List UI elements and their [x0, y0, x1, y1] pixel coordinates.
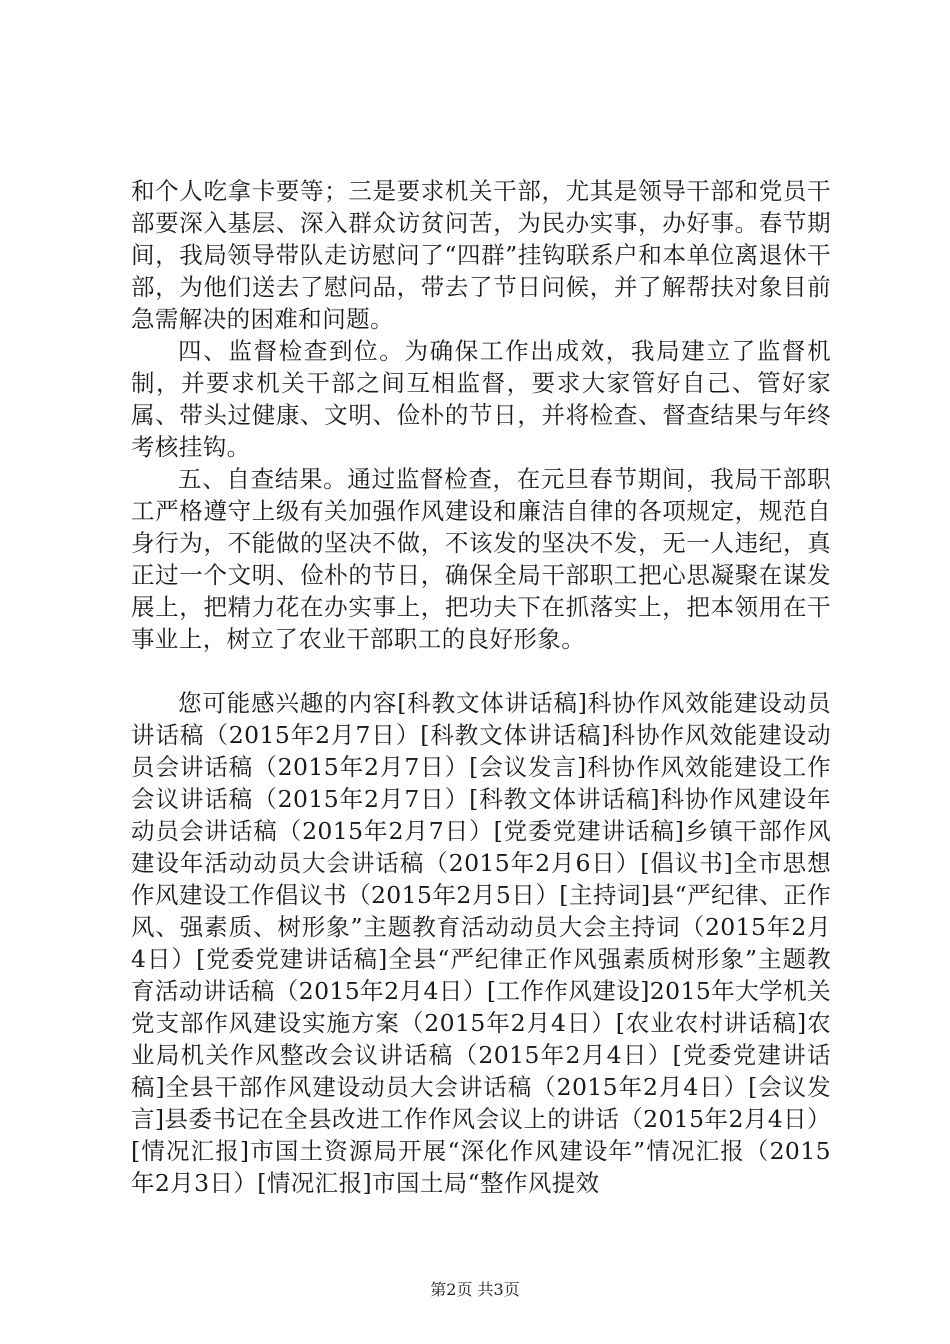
paragraph-supervision: 四、监督检查到位。为确保工作出成效，我局建立了监督机制，并要求机关干部之间互相监督，要求大家管好自己、管好家属、带头过健康、文明、俭朴的节日，并将检查、督查结果与年终考核挂钩。	[131, 337, 831, 461]
page-number-label: 第2页 共3页	[430, 1280, 520, 1299]
paragraph-spacer	[131, 655, 831, 687]
document-body	[131, 175, 831, 1199]
paragraph-continuation: 和个人吃拿卡要等；三是要求机关干部，尤其是领导干部和党员干部要深入基层、深入群众访贫问苦，为民办实事，办好事。春节期间，我局领导带队走访慰问了“四群”挂钩联系户和本单位离退休干部，为他们送去了慰问品，带去了节日问候，并了解帮扶对象目前急需解决的困难和问题。	[131, 177, 831, 333]
related-content-paragraph: 您可能感兴趣的内容[科教文体讲话稿]科协作风效能建设动员讲话稿（2015年2月7日）[科教文体讲话稿]科协作风效能建设动员会讲话稿（2015年2月7日）[会议发言]科协作风效能建设工作会议讲话稿（2015年2月7日）[科教文体讲话稿]科协作风建设年动员会讲话稿（2015年2月7日）[党委党建讲话稿]乡镇干部作风建设年活动动员大会讲话稿（2015年2月6日）[倡议书]全市思想作风建设工作倡议书（2015年2月5日）[主持词]县“严纪律、正作风、强素质、树形象”主题教育活动动员大会主持词（2015年2月4日）[党委党建讲话稿]全县“严纪律正作风强素质树形象”主题教育活动讲话稿（2015年2月4日）[工作作风建设]2015年大学机关党支部作风建设实施方案（2015年2月4日）[农业农村讲话稿]农业局机关作风整改会议讲话稿（2015年2月4日）[党委党建讲话稿]全县干部作风建设动员大会讲话稿（2015年2月4日）[会议发言]县委书记在全县改进工作作风会议上的讲话（2015年2月4日）[情况汇报]市国土资源局开展“深化作风建设年”情况汇报（2015年2月3日）[情况汇报]市国土局“整作风提效	[131, 689, 831, 1197]
paragraph-self-check: 五、自查结果。通过监督检查，在元旦春节期间，我局干部职工严格遵守上级有关加强作风建设和廉洁自律的各项规定，规范自身行为，不能做的坚决不做，不该发的坚决不发，无一人违纪，真正过一个文明、俭朴的节日，确保全局干部职工把心思凝聚在谋发展上，把精力花在办实事上，把功夫下在抓落实上，把本领用在干事业上，树立了农业干部职工的良好形象。	[131, 465, 831, 653]
page-footer	[0, 1280, 950, 1300]
